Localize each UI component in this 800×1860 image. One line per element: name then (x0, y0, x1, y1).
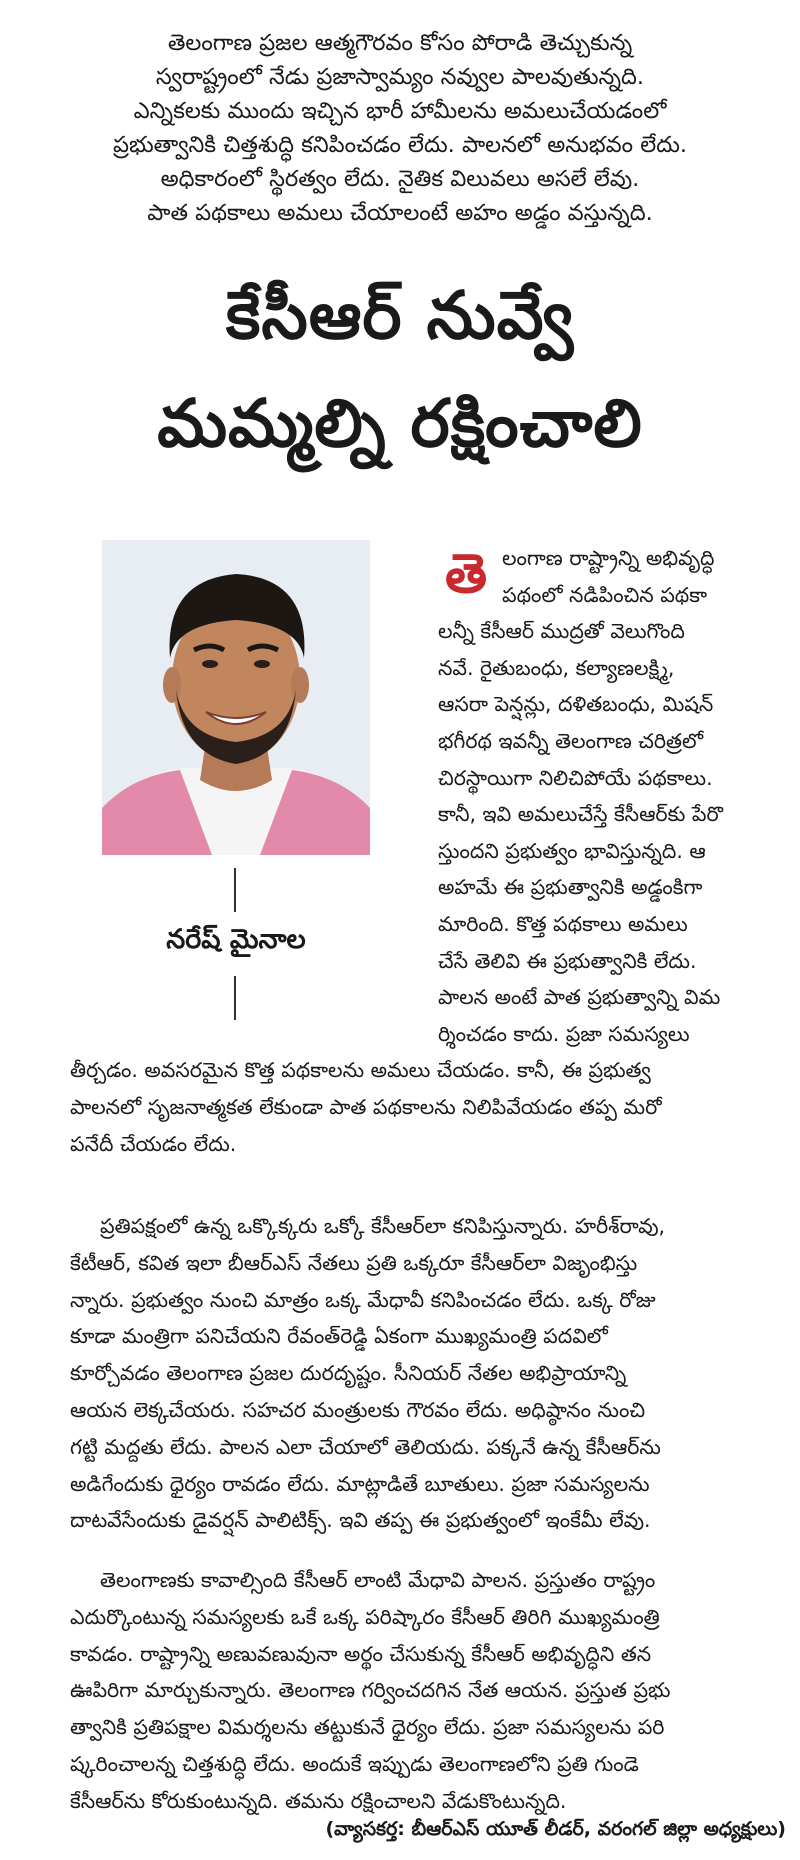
author-portrait-image (102, 540, 370, 855)
body-line: కూడా మంత్రిగా పనిచేయని రేవంత్‌రెడ్డి ఏకంగా ముఖ్యమంత్రి పదవిలో (70, 1324, 608, 1349)
intro-line: అధికారంలో స్థిరత్వం లేదు. నైతిక విలువలు అసలే లేవు. (160, 166, 640, 192)
column-line: స్తుందని ప్రభుత్వం భావిస్తున్నది. ఆ (438, 838, 706, 863)
intro-line: పాత పథకాలు అమలు చేయాలంటే అహం అడ్డం వస్తున్నది. (147, 200, 653, 226)
intro-line: స్వరాష్ట్రంలో నేడు ప్రజాస్వామ్యం నవ్వుల పాలవుతున్నది. (155, 64, 645, 90)
author-name: నరేష్ మైనాల (166, 924, 306, 955)
column-line: లంగాణ రాష్ట్రాన్ని అభివృద్ధి (502, 546, 715, 570)
body-line: అడిగేందుకు ధైర్యం రావడం లేదు. మాట్లాడితే బూతులు. ప్రజా సమస్యలను (70, 1471, 650, 1496)
body-line: ఊపిరిగా మార్చుకున్నారు. తెలంగాణ గర్వించదగిన నేత ఆయన. ప్రస్తుత ప్రభు (70, 1678, 671, 1703)
author-divider-top (234, 868, 236, 912)
body-line: త్వానికి ప్రతిపక్షాల విమర్శలను తట్టుకునే ధైర్యం లేదు. ప్రజా సమస్యలను పరి (70, 1715, 665, 1740)
intro-line: ప్రభుత్వానికి చిత్తశుద్ధి కనిపించడం లేదు. పాలనలో అనుభవం లేదు. (112, 132, 688, 158)
body-line: ఆయన లెక్కచేయరు. సహచర మంత్రులకు గౌరవం లేదు. అధిష్ఠానం నుంచి (70, 1397, 646, 1422)
column-line: చిరస్థాయిగా నిలిచిపోయే పథకాలు. (438, 765, 713, 790)
body-line: న్నారు. ప్రభుత్వం నుంచి మాత్రం ఒక్క మేధావీ కనిపించడం లేదు. ఒక్క రోజు (70, 1287, 656, 1312)
paragraph-1-continued (70, 1052, 780, 1162)
body-line: కేసీఆర్‌ను కోరుకుంటున్నది. తమను రక్షించాలని వేడుకొంటున్నది. (70, 1788, 567, 1813)
body-line: పనేదీ చేయడం లేదు. (70, 1131, 237, 1156)
column-line: నవే. రైతుబంధు, కల్యాణలక్ష్మి, (438, 655, 675, 680)
column-line: ఆసరా పెన్షన్లు, దళితబంధు, మిషన్ (438, 692, 714, 717)
body-line: పాలనలో సృజనాత్మకత లేకుండా పాత పథకాలను నిలిపివేయడం తప్ప మరో (70, 1094, 662, 1119)
drop-cap: తె (444, 542, 487, 605)
author-photo (102, 540, 370, 855)
body-line: కూర్చోవడం తెలంగాణ ప్రజల దురదృష్టం. సీనియర్ నేతల అభిప్రాయాన్ని (70, 1361, 627, 1386)
body-line: గట్టి మద్దతు లేదు. పాలన ఎలా చేయాలో తెలియదు. పక్కనే ఉన్న కేసీఆర్‌ను (70, 1434, 661, 1459)
body-line: తీర్చడం. అవసరమైన కొత్త పథకాలను అమలు చేయడం. కానీ, ఈ ప్రభుత్వ (70, 1058, 651, 1082)
intro-line: ఎన్నికలకు ముందు ఇచ్చిన భారీ హామీలను అమలుచేయడంలో (133, 98, 667, 124)
column-line: పథంలో నడిపించిన పథకా (502, 582, 708, 607)
column-line: అహమే ఈ ప్రభుత్వానికి అడ్డంకిగా (438, 875, 703, 900)
body-line: ష్కరించాలన్న చిత్తశుద్ధి లేదు. అందుకే ఇప్పుడు తెలంగాణలోని ప్రతి గుండె (70, 1751, 639, 1776)
article-headline (20, 262, 780, 478)
column-line: ర్శించడం కాదు. ప్రజా సమస్యలు (438, 1021, 690, 1046)
body-line: కేటీఆర్, కవిత ఇలా బీఆర్‌ఎస్ నేతలు ప్రతి ఒక్కరూ కేసీఆర్‌లా విజృంభిస్తు (70, 1250, 638, 1275)
intro-line: తెలంగాణ ప్రజల ఆత్మగౌరవం కోసం పోరాడి తెచ్చుకున్న (167, 30, 633, 56)
author-divider-bottom (234, 976, 236, 1020)
body-line: తెలంగాణకు కావాల్సింది కేసీఆర్ లాంటి మేధావి పాలన. ప్రస్తుతం రాష్ట్రం (100, 1568, 656, 1592)
article-column (438, 540, 786, 1052)
body-line: దాటవేసేందుకు డైవర్షన్ పాలిటిక్స్. ఇవి తప్ప ఈ ప్రభుత్వంలో ఇంకేమీ లేవు. (70, 1508, 651, 1533)
body-line: ఎదుర్కొంటున్న సమస్యలకు ఒకే ఒక్క పరిష్కారం కేసీఆర్ తిరిగి ముఖ్యమంత్రి (70, 1604, 660, 1629)
column-line: చేసే తెలివి ఈ ప్రభుత్వానికి లేదు. (438, 948, 697, 973)
headline-line-1: కేసీఆర్ నువ్వే (225, 277, 575, 354)
column-line: పాలన అంటే పాత ప్రభుత్వాన్ని విమ (438, 985, 721, 1010)
paragraph-2 (70, 1208, 780, 1539)
body-line: ప్రతిపక్షంలో ఉన్న ఒక్కొక్కరు ఒక్కో కేసీఆర్‌లా కనిపిస్తున్నారు. హరీశ్‌రావు, (100, 1214, 666, 1238)
body-line: కావడం. రాష్ట్రాన్ని అణువణువునా అర్థం చేసుకున్న కేసీఆర్ అభివృద్ధిని తన (70, 1641, 652, 1666)
column-line: భగీరథ ఇవన్నీ తెలంగాణ చరిత్రలో (438, 728, 704, 753)
intro-paragraph (40, 26, 760, 230)
headline-line-2: మమ్మల్ని రక్షించాలి (157, 385, 643, 462)
column-line: మారింది. కొత్త పథకాలు అమలు (438, 911, 688, 936)
author-signature: (వ్యాసకర్త: బీఆర్‌ఎస్ యూత్ లీడర్, వరంగల్ జిల్లా అధ్యక్షులు) (325, 1818, 786, 1840)
paragraph-3 (70, 1562, 780, 1820)
column-line: కానీ, ఇవి అమలుచేస్తే కేసీఆర్‌కు పేరొ (438, 802, 723, 827)
column-line: లన్నీ కేసీఆర్ ముద్రతో వెలుగొంది (438, 619, 685, 644)
